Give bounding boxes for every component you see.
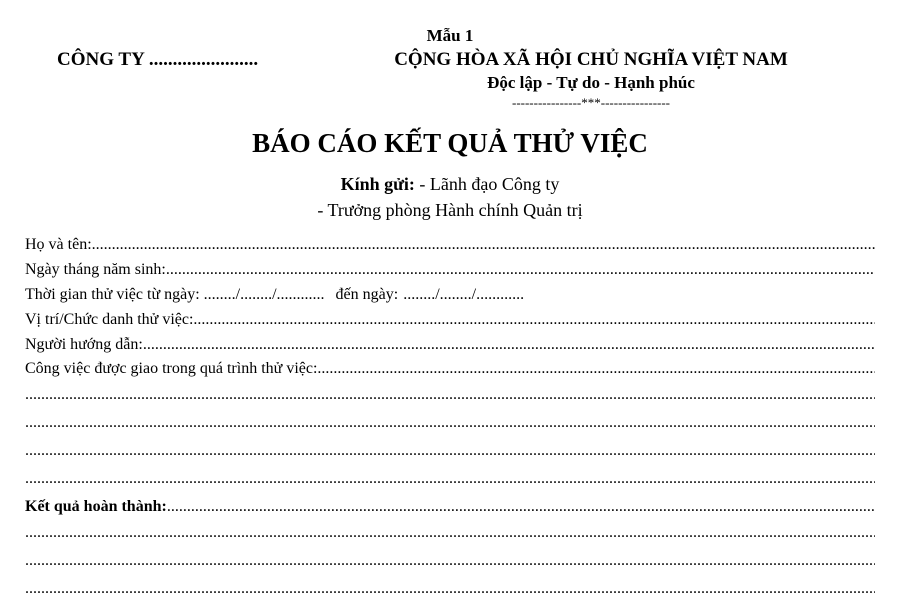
blank-line xyxy=(25,386,875,404)
probation-to-blank: ......../......../............ xyxy=(403,286,525,303)
assigned-work-blank xyxy=(317,360,875,378)
dotted-line xyxy=(25,442,875,464)
probation-to-label: đến ngày: xyxy=(335,286,399,303)
header-divider: ----------------***---------------- xyxy=(511,95,671,110)
probation-period-row xyxy=(25,286,875,308)
full-name-label: Họ và tên: xyxy=(25,236,92,253)
blank-line xyxy=(25,442,875,460)
position-blank xyxy=(193,311,875,329)
probation-from-label: Thời gian thử việc từ ngày: ......../......../............ xyxy=(25,286,325,303)
dotted-line xyxy=(25,386,875,408)
dotted-line xyxy=(25,524,875,546)
assigned-work-label: Công việc được giao trong quá trình thử việc: xyxy=(25,360,318,377)
assigned-work-row xyxy=(25,360,875,382)
national-motto: Độc lập - Tự do - Hạnh phúc xyxy=(487,73,695,92)
country-heading: CỘNG HÒA XÃ HỘI CHỦ NGHĨA VIỆT NAM xyxy=(394,49,788,70)
dotted-line xyxy=(25,414,875,436)
blank-line xyxy=(25,524,875,542)
dotted-line xyxy=(25,580,875,602)
document-title: BÁO CÁO KẾT QUẢ THỬ VIỆC xyxy=(252,128,648,158)
blank-line xyxy=(25,414,875,432)
mentor-row xyxy=(25,336,875,358)
birth-date-label: Ngày tháng năm sinh: xyxy=(25,261,166,278)
dotted-line xyxy=(25,470,875,492)
birth-date-row xyxy=(25,261,875,283)
blank-line xyxy=(25,552,875,570)
recipient-line-2: - Trưởng phòng Hành chính Quản trị xyxy=(317,200,583,220)
mentor-blank xyxy=(143,336,875,354)
mentor-label: Người hướng dẫn: xyxy=(25,336,143,353)
recipient-1: - Lãnh đạo Công ty xyxy=(414,174,560,194)
position-label: Vị trí/Chức danh thử việc: xyxy=(25,311,194,328)
birth-date-blank xyxy=(166,261,875,279)
dotted-line xyxy=(25,552,875,574)
full-name-row xyxy=(25,236,875,258)
form-number: Mẫu 1 xyxy=(426,26,474,45)
blank-line xyxy=(25,470,875,488)
company-name: CÔNG TY ....................... xyxy=(57,49,259,70)
recipient-line-1 xyxy=(0,174,900,195)
results-label: Kết quả hoàn thành: xyxy=(25,498,167,515)
results-row xyxy=(25,498,875,520)
recipient-label: Kính gửi: xyxy=(340,174,415,194)
position-row xyxy=(25,311,875,333)
full-name-blank xyxy=(92,236,875,254)
results-blank xyxy=(167,498,875,516)
blank-line xyxy=(25,580,875,598)
